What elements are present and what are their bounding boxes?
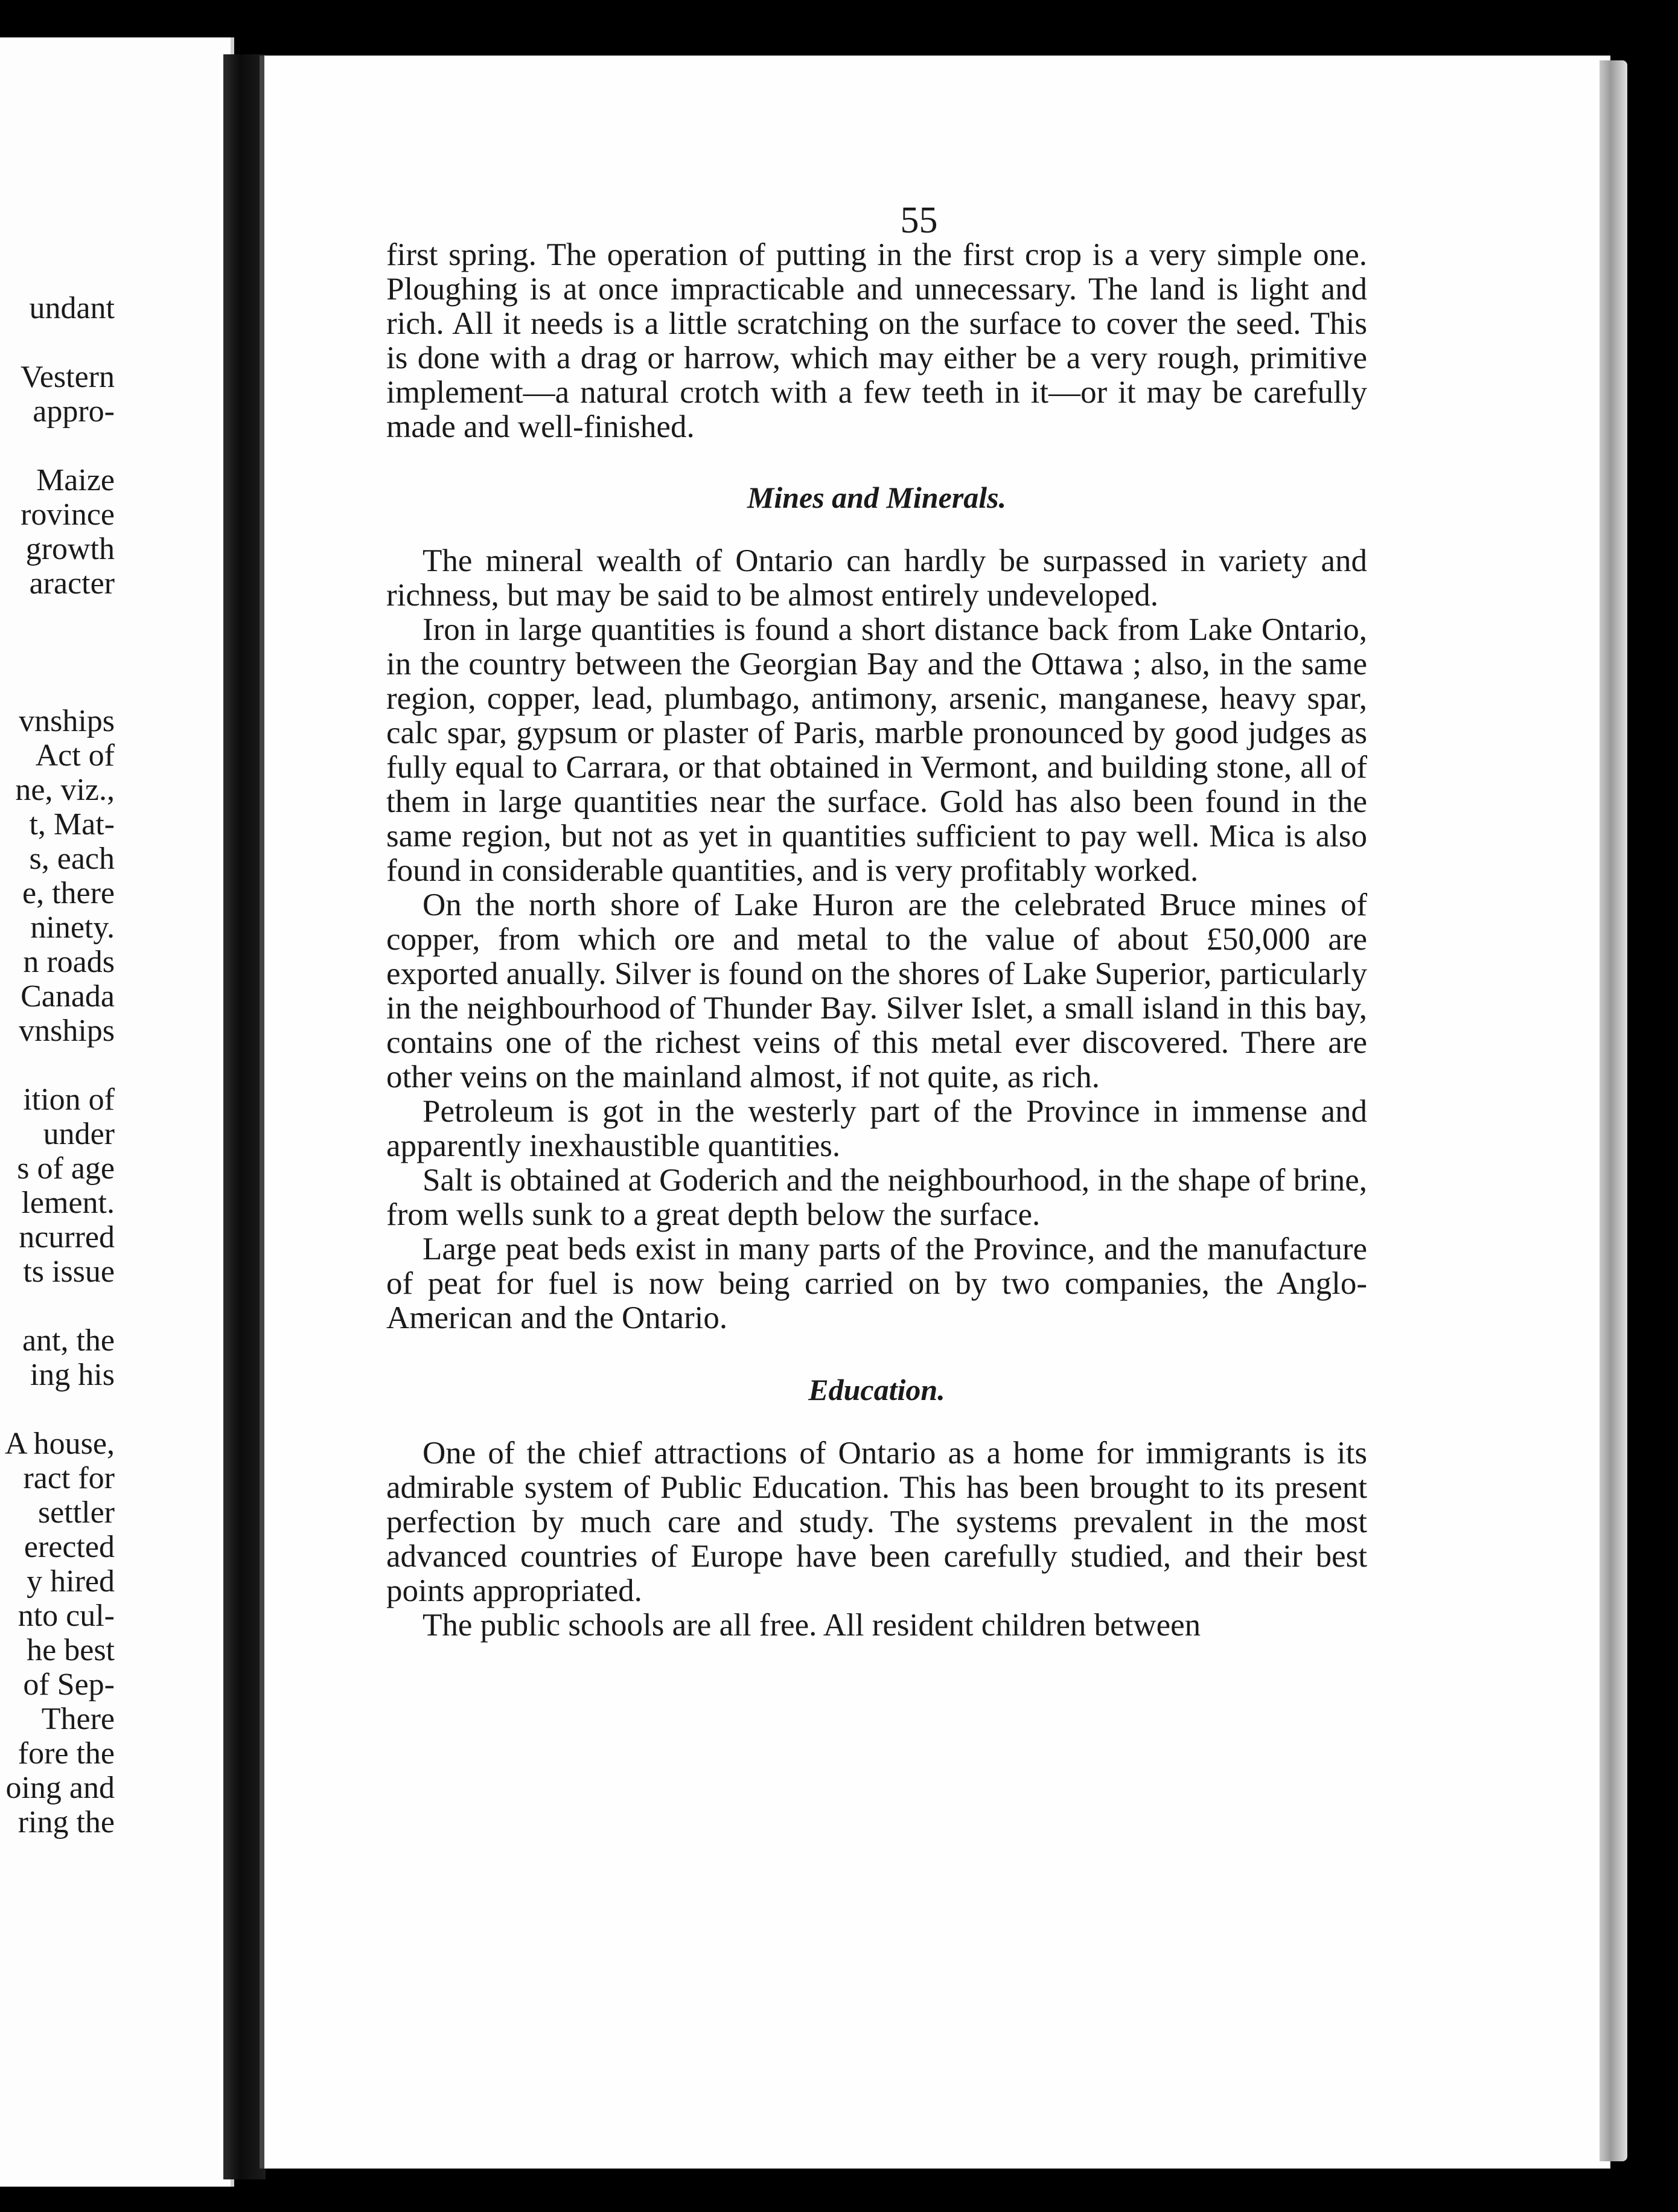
paragraph-iron: Iron in large quantities is found a short distance back from Lake Ontario, in the country between the Georgian Bay and the Ottawa ; also, in the same region, copper, lead, plumbago, antimony, arsenic, manganese, heavy spar, calc spar, gypsum or plaster of Paris, marble pronounced by good judges as fully equal to Carrara, or that obtained in Vermont, and building stone, all of them in large quantities near the surface. Gold has also been found in the same region, but not as yet in quantities sufficient to pay well. Mica is also found in considerable quantities, and is very profitably worked. bbox=[386, 612, 1367, 888]
facing-page-line: ition of bbox=[23, 1082, 115, 1117]
paragraph-lake-huron-copper: On the north shore of Lake Huron are the celebrated Bruce mines of copper, from which ore and metal to the value of about £50,000 are exported anually. Silver is found on the shores of Lake Superior, particularly in the neighbourhood of Thunder Bay. Silver Islet, a small island in this bay, contains one of the richest veins of this metal ever discovered. There are other veins on the mainland almost, if not quite, as rich. bbox=[386, 887, 1367, 1095]
facing-page-line: ninety. bbox=[30, 910, 115, 945]
facing-page-line: erected bbox=[24, 1530, 115, 1564]
facing-page-line: of Sep- bbox=[23, 1667, 115, 1702]
facing-page-line: oing and bbox=[5, 1771, 115, 1805]
facing-page-line: s of age bbox=[17, 1151, 115, 1186]
facing-page-line: t, Mat- bbox=[29, 807, 115, 842]
facing-page-line: Maize bbox=[36, 463, 115, 497]
facing-page-line bbox=[5, 601, 115, 635]
facing-page-line bbox=[5, 635, 115, 670]
facing-page-line bbox=[5, 670, 115, 704]
paragraph-mineral-wealth: The mineral wealth of Ontario can hardly be surpassed in variety and richness, but may be said to be almost entirely undeveloped. bbox=[386, 543, 1367, 613]
facing-page-left bbox=[0, 37, 234, 2187]
facing-page-line: There bbox=[41, 1702, 115, 1736]
facing-page-line: Vestern bbox=[21, 360, 115, 394]
facing-page-line bbox=[5, 429, 115, 463]
section-heading-mines-and-minerals: Mines and Minerals. bbox=[747, 481, 1007, 514]
page-text-block bbox=[386, 199, 1367, 1643]
page-number: 55 bbox=[900, 200, 938, 241]
facing-page-line: appro- bbox=[33, 394, 115, 429]
facing-page-line: aracter bbox=[29, 566, 115, 601]
facing-page-line: vnships bbox=[19, 704, 115, 738]
facing-page-line: vnships bbox=[19, 1014, 115, 1048]
paragraph-farming-continued: first spring. The operation of putting in the first crop is a very simple one. Ploughing is at once impracticable and unnecessary. The land is light and rich. All it needs is a little scratching on the surface to cover the seed. This is done with a drag or harrow, which may either be a very rough, primitive implement—a natural crotch with a few teeth in it—or it may be carefully made and well-finished. bbox=[386, 237, 1367, 444]
paragraph-peat: Large peat beds exist in many parts of the Province, and the manufacture of peat for fuel is now being carried on by two companies, the Anglo-American and the Ontario. bbox=[386, 1232, 1367, 1335]
facing-page-line bbox=[5, 1289, 115, 1323]
facing-page-line bbox=[5, 1048, 115, 1082]
paragraph-salt: Salt is obtained at Goderich and the neighbourhood, in the shape of brine, from wells sunk to a great depth below the surface. bbox=[386, 1163, 1367, 1232]
facing-page-line: ant, the bbox=[22, 1323, 115, 1358]
facing-page-line bbox=[5, 325, 115, 360]
facing-page-line: Act of bbox=[35, 738, 115, 773]
facing-page-line: ract for bbox=[23, 1461, 115, 1495]
paragraph-petroleum: Petroleum is got in the westerly part of the Province in immense and apparently inexhaustible quantities. bbox=[386, 1094, 1367, 1163]
facing-page-line: rovince bbox=[21, 497, 115, 532]
facing-page-line: ring the bbox=[18, 1805, 115, 1840]
facing-page-line: A house, bbox=[5, 1427, 115, 1461]
facing-page-line: he best bbox=[27, 1633, 115, 1667]
facing-page-line: growth bbox=[25, 532, 115, 566]
facing-page-line: nto cul- bbox=[18, 1599, 115, 1633]
facing-page-line: ts issue bbox=[23, 1255, 115, 1289]
facing-page-line: ncurred bbox=[19, 1220, 115, 1255]
facing-page-line bbox=[5, 1392, 115, 1427]
section-heading-education: Education. bbox=[808, 1373, 945, 1407]
facing-page-line: ne, viz., bbox=[15, 773, 115, 807]
facing-page-line: e, there bbox=[22, 876, 115, 910]
facing-page-line: ing his bbox=[30, 1358, 115, 1392]
facing-page-line: undant bbox=[29, 291, 115, 325]
facing-page-line: settler bbox=[37, 1495, 115, 1530]
facing-page-line: n roads bbox=[23, 945, 115, 979]
facing-page-line: under bbox=[43, 1117, 115, 1151]
facing-page-line: fore the bbox=[18, 1736, 115, 1771]
paragraph-free-schools: The public schools are all free. All resident children between bbox=[423, 1608, 1201, 1643]
facing-page-line: lement. bbox=[21, 1186, 115, 1220]
facing-page-line: y hired bbox=[27, 1564, 115, 1599]
facing-page-line: s, each bbox=[29, 842, 115, 876]
facing-page-text-lines bbox=[5, 291, 115, 1840]
facing-page-line: Canada bbox=[21, 979, 115, 1014]
page-edge bbox=[1600, 60, 1627, 2161]
paragraph-public-education: One of the chief attractions of Ontario as a home for immigrants is its admirable system of Public Education. This has been brought to its present perfection by much care and study. The systems prevalent in the most advanced countries of Europe have been carefully studied, and their best points appropriated. bbox=[386, 1436, 1367, 1608]
